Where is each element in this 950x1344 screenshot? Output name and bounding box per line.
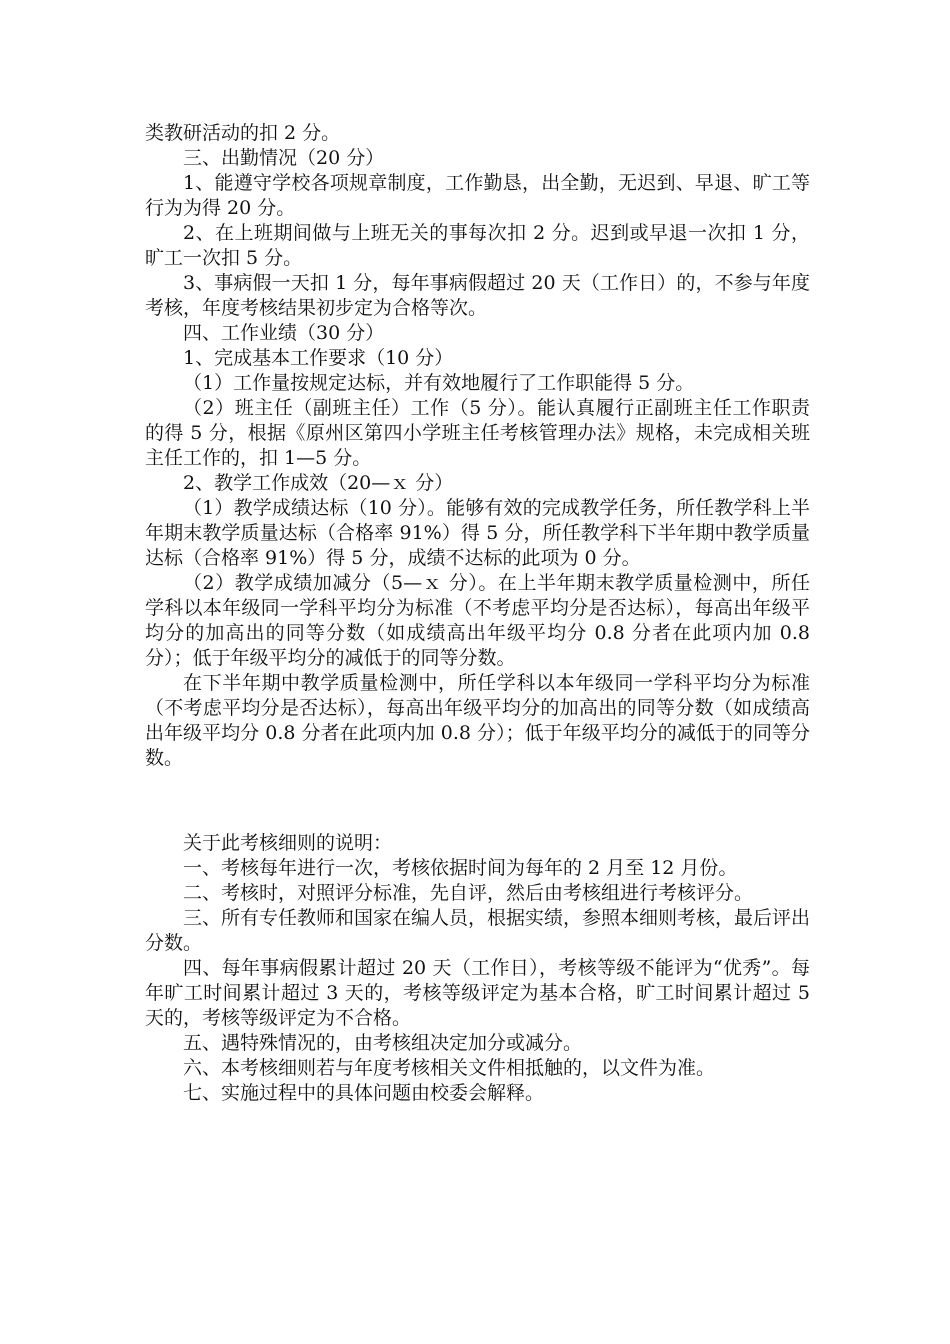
paragraph: 3、事病假一天扣 1 分，每年事病假超过 20 天（工作日）的，不参与年度考核，年度考核结果初步定为合格等次。: [145, 272, 810, 319]
note-item: 四、每年事病假累计超过 20 天（工作日），考核等级不能评为“优秀”。每年旷工时间累计超过 3 天的，考核等级评定为基本合格，旷工时间累计超过 5 天的，考核等级评定为不合格。: [145, 957, 810, 1029]
paragraph: 2、在上班期间做与上班无关的事每次扣 2 分。迟到或早退一次扣 1 分，旷工一次扣 5 分。: [145, 222, 810, 269]
paragraph: （2）教学成绩加减分（5—ｘ 分）。在上半年期末教学质量检测中，所任学科以本年级同一学科平均分为标准（不考虑平均分是否达标），每高出年级平均分的加高出的同等分数（如成绩高出年级平均分 0.8 分者在此项内加 0.8 分）；低于年级平均分的减低于的同等分数。: [145, 572, 810, 669]
section-spacer: [145, 771, 810, 831]
note-item: 一、考核每年进行一次，考核依据时间为每年的 2 月至 12 月份。: [183, 857, 738, 879]
paragraph: （2）班主任（副班主任）工作（5 分）。能认真履行正副班主任工作职责的得 5 分，根据《原州区第四小学班主任考核管理办法》规格，未完成相关班主任工作的，扣 1—5 分。: [145, 397, 810, 469]
paragraph: 在下半年期中教学质量检测中，所任学科以本年级同一学科平均分为标准（不考虑平均分是否达标），每高出年级平均分的加高出的同等分数（如成绩高出年级平均分 0.8 分者在此项内加 0.8 分）；低于年级平均分的减低于的同等分数。: [145, 672, 810, 769]
paragraph: （1）工作量按规定达标，并有效地履行了工作职能得 5 分。: [183, 372, 695, 394]
paragraph: 1、能遵守学校各项规章制度，工作勤恳，出全勤，无迟到、早退、旷工等行为为得 20 分。: [145, 172, 810, 219]
notes-heading: 关于此考核细则的说明：: [183, 832, 393, 854]
note-item: 二、考核时，对照评分标准，先自评，然后由考核组进行考核评分。: [183, 882, 754, 904]
section-heading-performance: 四、工作业绩（30 分）: [183, 322, 385, 344]
section-heading-attendance: 三、出勤情况（20 分）: [183, 147, 385, 169]
note-item: 三、所有专任教师和国家在编人员，根据实绩，参照本细则考核，最后评出分数。: [145, 907, 811, 954]
paragraph: 类教研活动的扣 2 分。: [145, 122, 341, 144]
note-item: 五、遇特殊情况的，由考核组决定加分或减分。: [183, 1032, 583, 1054]
paragraph: （1）教学成绩达标（10 分）。能够有效的完成教学任务，所任教学科上半年期末教学质量达标（合格率 91%）得 5 分，所任教学科下半年期中教学质量达标（合格率 91%）得 5 分，成绩不达标的此项为 0 分。: [145, 497, 810, 569]
note-item: 七、实施过程中的具体问题由校委会解释。: [183, 1082, 545, 1104]
subsection-heading: 1、完成基本工作要求（10 分）: [183, 347, 454, 369]
document-page: [145, 121, 810, 1106]
subsection-heading: 2、教学工作成效（20—ｘ 分）: [183, 472, 454, 494]
note-item: 六、本考核细则若与年度考核相关文件相抵触的，以文件为准。: [183, 1057, 716, 1079]
